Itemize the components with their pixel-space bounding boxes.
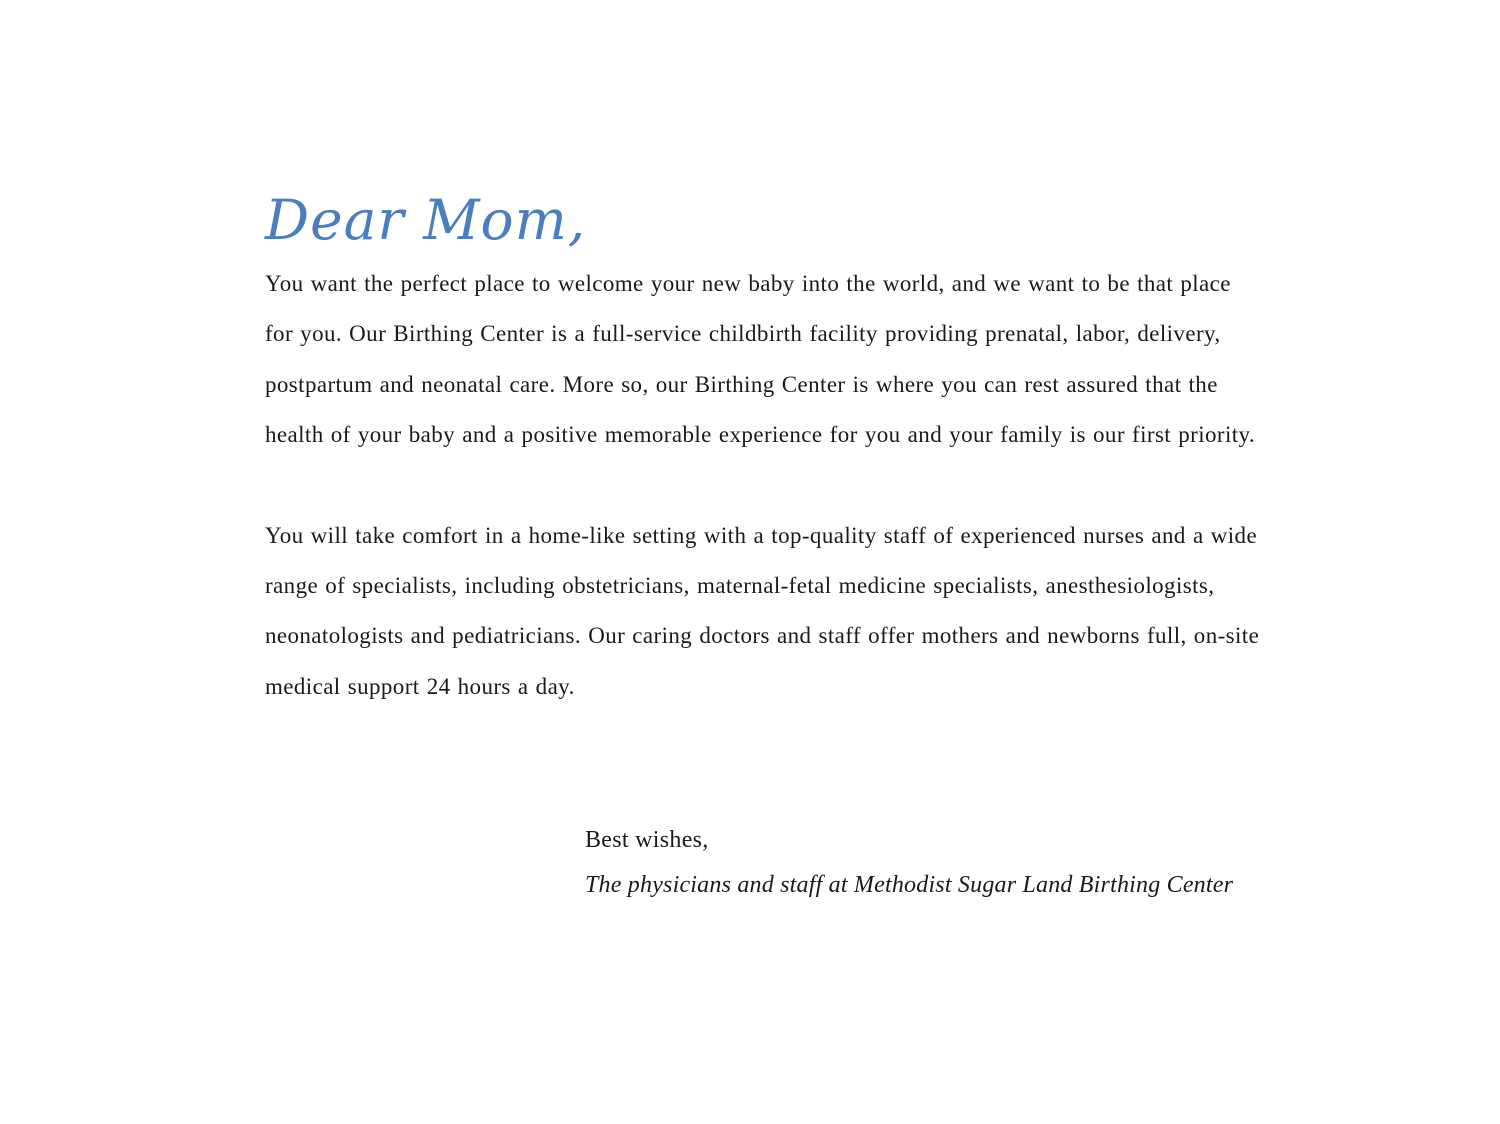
signature-line: The physicians and staff at Methodist Sugar Land Birthing Center [585,872,1234,898]
closing-salutation: Best wishes, [585,827,709,853]
letter-body [265,185,1265,712]
letter-closing [585,818,1485,908]
letter-paragraph-staff: You will take comfort in a home-like setting with a top-quality staff of experienced nurses and a wide range of specialists, including obstetricians, maternal-fetal medicine specialists, anesthesiologists, neonatologists and pediatricians. Our caring doctors and staff offer mothers and newborns full, on-site medical support 24 hours a day. [265,522,1260,699]
letter-paragraph-intro: You want the perfect place to welcome your new baby into the world, and we want to be that place for you. Our Birthing Center is a full-service childbirth facility providing prenatal, labor, delivery, postpartum and neonatal care. More so, our Birthing Center is where you can rest assured that the health of your baby and a positive memorable experience for you and your family is our first priority. [265,271,1256,448]
greeting-heading: Dear Mom, [265,188,587,252]
